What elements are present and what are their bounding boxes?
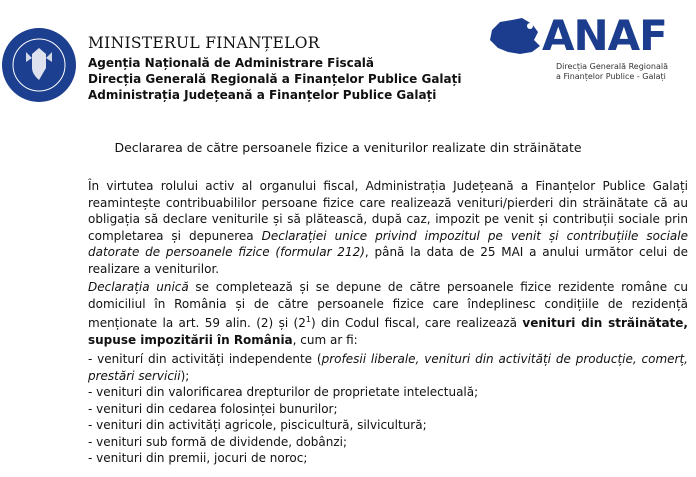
anaf-subtitle-line2: a Finanțelor Publice - Galați [556,72,666,81]
list-item: - venituri din premii, jocuri de noroc; [88,451,308,465]
paragraph-obligation [88,279,688,348]
header-institution [88,34,462,103]
paragraph-obligation-end: , cum ar fi: [292,332,358,347]
declaration-form-name: Declarației unice privind impozitul pe venit și contribuțiile sociale datorate de persoanele fizice (formular 212) [88,228,689,259]
paragraph-intro-deadline: , până la data de 25 MAI a anului următor celui de realizare a veniturilor. [88,245,688,276]
anaf-subtitle [556,62,696,82]
list-item: - venituri din cedarea folosinței bunurilor; [88,401,338,416]
coat-of-arms-icon [2,28,76,102]
list-item-end: ); [180,368,190,383]
list-item [88,351,688,384]
paragraph-obligation-text2: ) din Codul fiscal, care realizează [310,316,523,330]
government-seal [2,28,76,102]
romania-map-icon [486,16,544,56]
list-item-examples: profesii liberale, venituri din activități de producție, comerț, prestări servicii [88,352,688,383]
anaf-subtitle-line1: Direcția Generală Regională [556,62,669,71]
document-title: Declararea de către persoanele fizice a veniturilor realizate din străinătate [114,140,582,155]
paragraph-obligation-text: se completează și se depune de către persoanele fizice rezidente române cu domiciliul în România și de către persoanele fizice care îndeplinesc condițiile de rezidență menționate la art. 59 alin. (2) și (2 [88,280,688,330]
paragraph-intro-text: În virtutea rolului activ al organului fiscal, Administrația Județeană a Finanțelor Publice Galați reamintește contribuabililor persoane fizice care realizează venituri/pierderi din străinătate că au obligația să declare veniturile și să plătească, după caz, impozit pe venit și contribuții sociale prin completarea și depunerea [88,179,688,243]
foreign-income-emphasis: venituri din străinătate, supuse impozitării în România [88,316,688,347]
paragraph-intro [88,178,688,277]
anaf-wordmark: ANAF [542,11,667,60]
ministry-name: MINISTERUL FINANȚELOR [88,34,320,52]
anaf-logo [486,11,690,86]
list-item: - venituri sub formă de dividende, dobânzi; [88,434,348,449]
list-item: - venituri din valorificarea drepturilor de proprietate intelectuală; [88,385,479,399]
declaration-unique-term: Declarația unică [88,280,189,294]
regional-directorate: Direcția Generală Regională a Finanțelor Publice Galați [88,72,462,86]
list-item: - venituri din activități agricole, piscicultură, silvicultură; [88,418,427,432]
article-superscript: 1 [305,315,311,324]
list-item-text: - veniturí din activități independente ( [88,352,322,366]
agency-name: Agenția Națională de Administrare Fiscală [88,56,375,70]
income-list [88,351,688,467]
county-administration: Administrația Județeană a Finanțelor Publice Galați [88,88,437,102]
